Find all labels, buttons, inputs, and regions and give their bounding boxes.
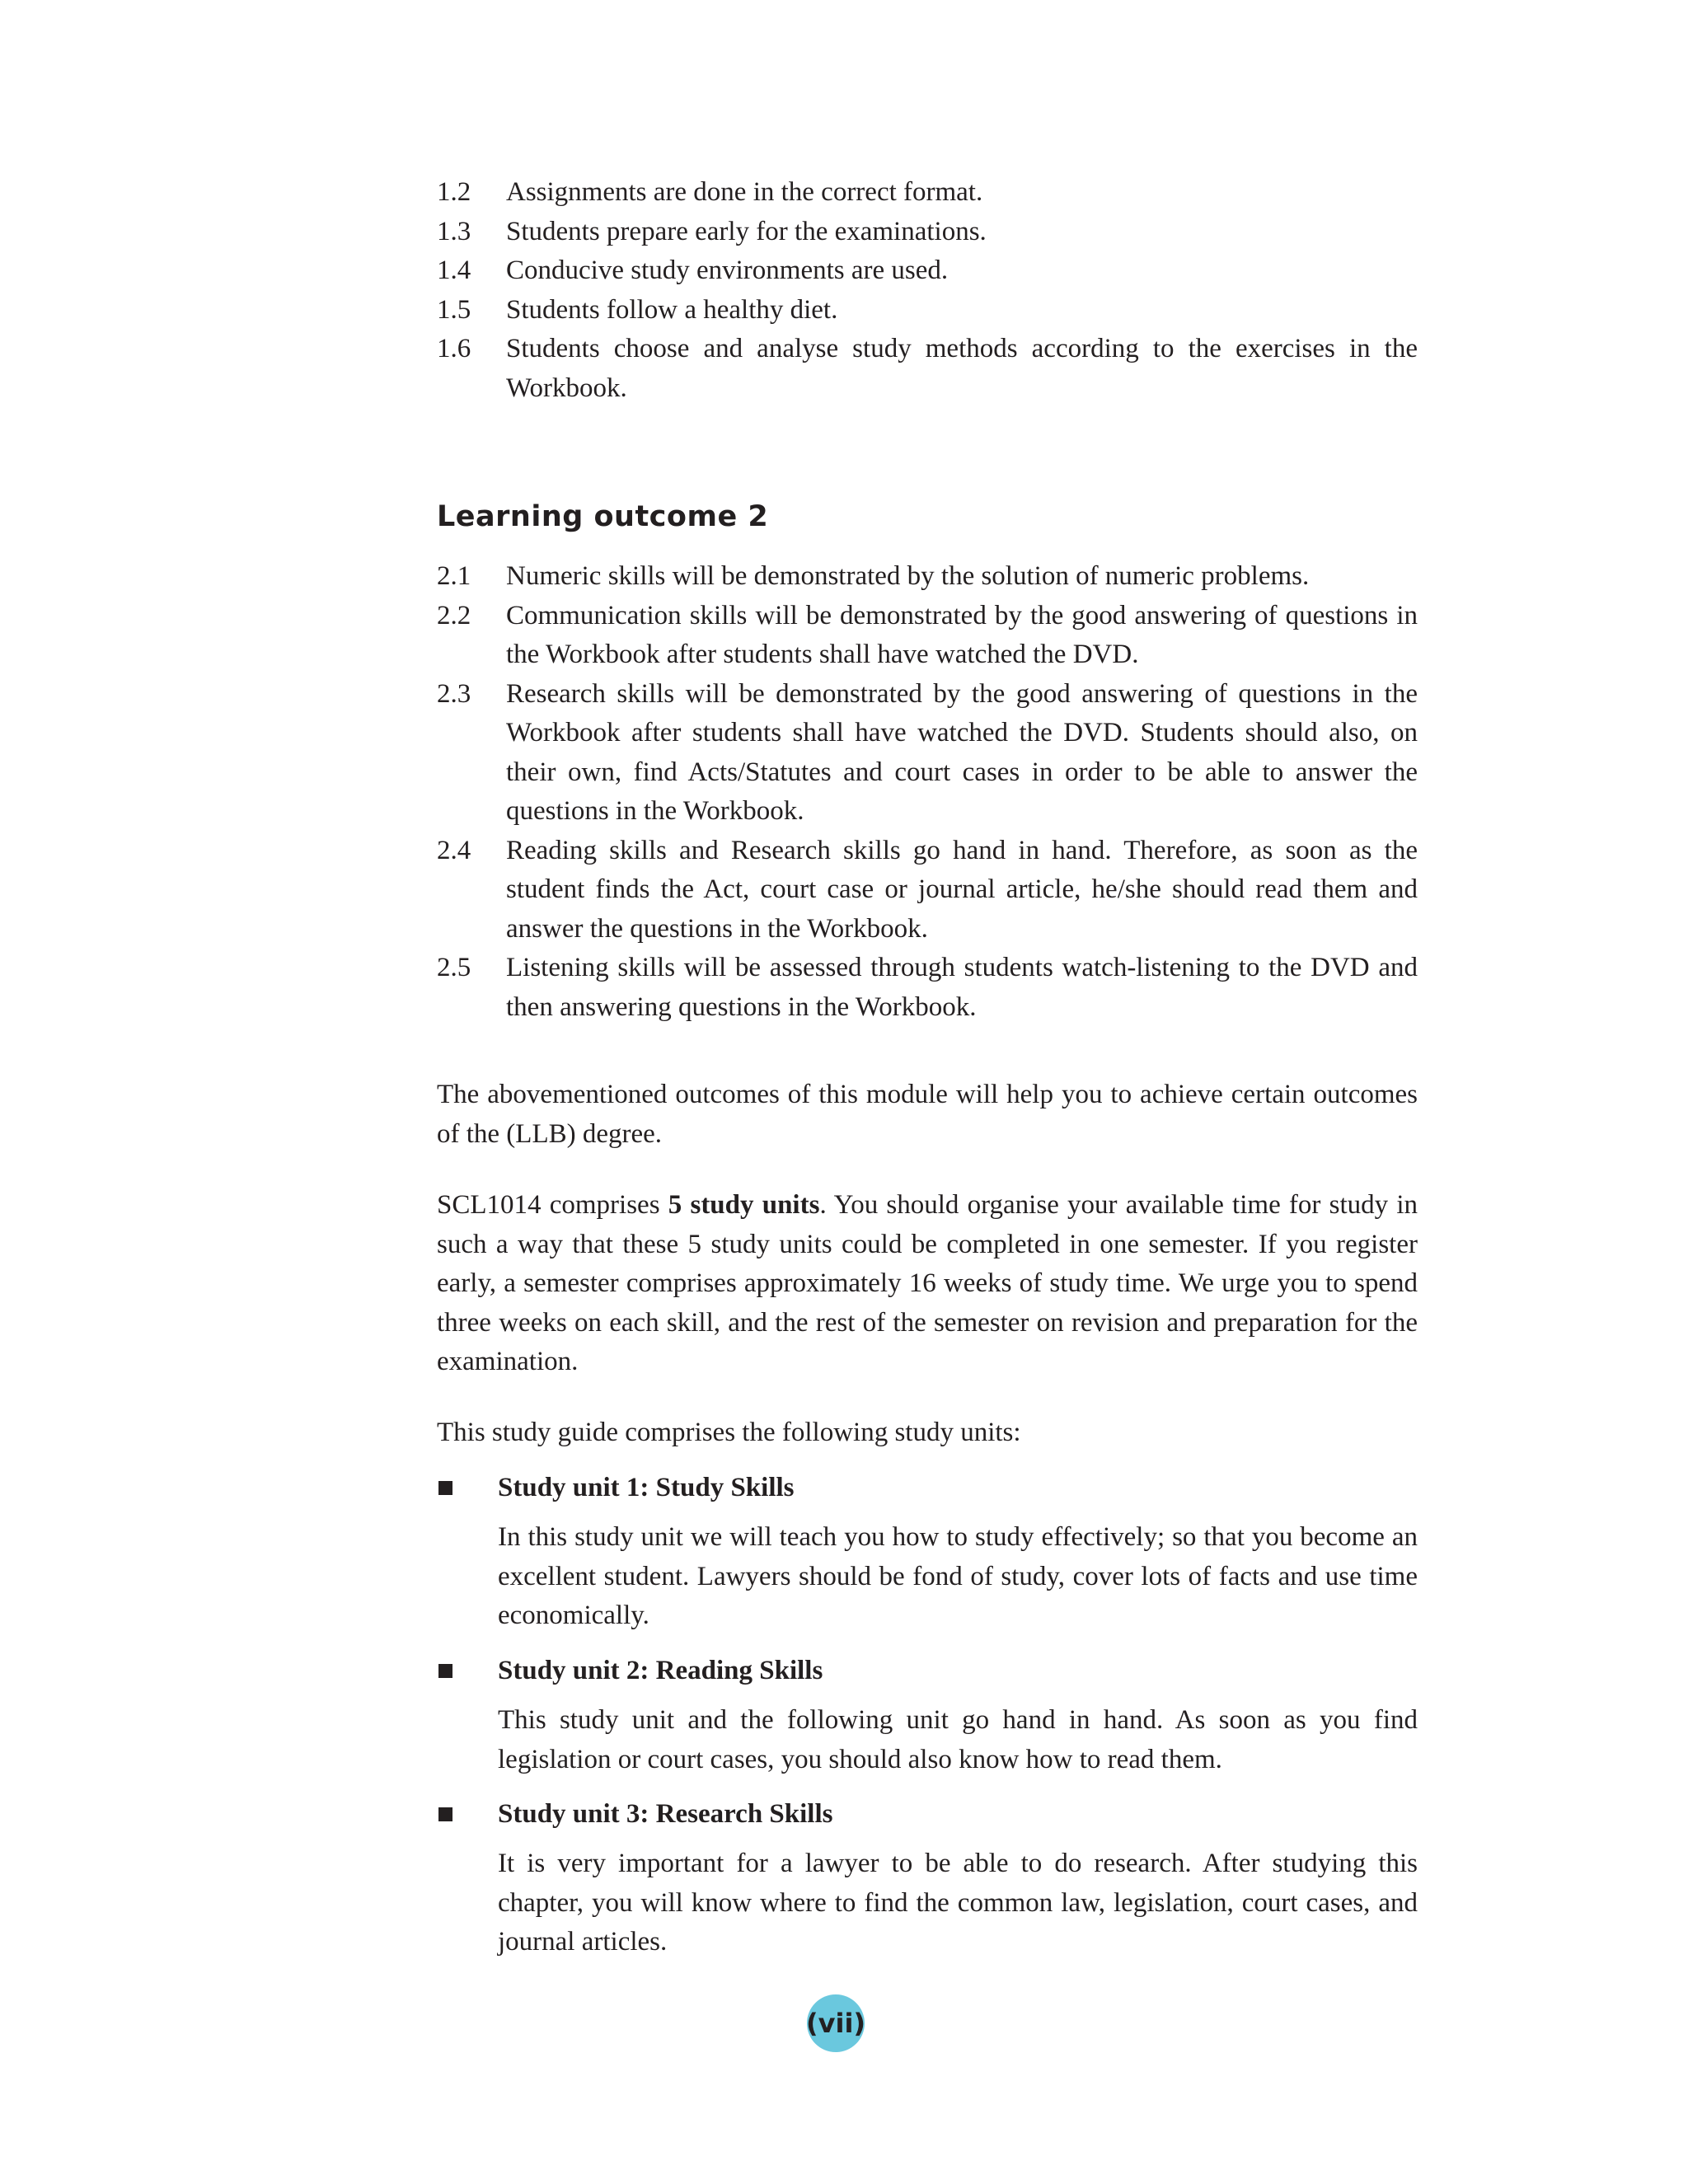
list-item: [437, 675, 1418, 832]
list-item: [437, 330, 1418, 408]
study-unit-description: In this study unit we will teach you how to study effectively; so that you become an excellent student. Lawyers should be fond of study, cover lots of facts and use time economically.: [498, 1522, 1418, 1630]
list-item: [437, 251, 1418, 291]
item-text: Communication skills will be demonstrated by the good answering of questions in the Workbook after students shall have watched the DVD.: [506, 600, 1418, 669]
study-unit-title: Study unit 3: Research Skills: [498, 1799, 833, 1829]
outcome2-list: [437, 557, 1418, 1027]
item-number: 2.5: [437, 953, 471, 982]
list-item: [437, 291, 1418, 330]
outcomes-paragraph: The abovementioned outcomes of this module will help you to achieve certain outcomes of the (LLB) degree.: [437, 1080, 1418, 1149]
list-item: [437, 832, 1418, 949]
item-number: 1.4: [437, 255, 471, 285]
study-unit-description: It is very important for a lawyer to be able to do research. After studying this chapter, you will know where to find the common law, legislation, court cases, and journal articles.: [498, 1849, 1418, 1957]
square-bullet-icon: [438, 1481, 452, 1495]
study-unit-description: This study unit and the following unit go hand in hand. As soon as you find legislation or court cases, you should also know how to read them.: [498, 1705, 1418, 1774]
item-number: 2.2: [437, 600, 471, 630]
section-heading: Learning outcome 2: [437, 500, 769, 533]
item-number: 2.1: [437, 561, 471, 591]
item-text: Research skills will be demonstrated by the good answering of questions in the Workbook after students shall have watched the DVD. Students should also, on their own, find Acts/Statutes and court cases in order to be able to answer the questions in the Workbook.: [506, 678, 1418, 826]
item-number: 1.3: [437, 216, 471, 246]
item-number: 1.2: [437, 177, 471, 207]
square-bullet-icon: [438, 1664, 452, 1678]
item-number: 2.3: [437, 678, 471, 709]
list-item: [437, 949, 1418, 1027]
item-number: 2.4: [437, 835, 471, 865]
square-bullet-icon: [438, 1807, 452, 1821]
item-text: Students follow a healthy diet.: [506, 294, 838, 325]
paragraph-text: SCL1014 comprises: [437, 1190, 668, 1220]
study-unit-title: Study unit 2: Reading Skills: [498, 1656, 823, 1685]
study-units-paragraph: [437, 1186, 1418, 1382]
study-units-count: 5 study units: [668, 1190, 820, 1220]
item-text: Reading skills and Research skills go hand in hand. Therefore, as soon as the student finds the Act, court case or journal article, he/she should read them and answer the questions in the Workbook.: [506, 835, 1418, 944]
item-text: Assignments are done in the correct format.: [506, 177, 983, 207]
paragraph-text: . You should organise your available time for study in such a way that these 5 study units could be completed in one semester. If you register early, a semester comprises approximately 16 weeks of study time. We urge you to spend three weeks on each skill, and the rest of the semester on revision and preparation for the examination.: [437, 1190, 1418, 1376]
list-item: [437, 557, 1418, 597]
item-text: Numeric skills will be demonstrated by the solution of numeric problems.: [506, 561, 1310, 591]
item-number: 1.5: [437, 294, 471, 325]
list-item: [437, 597, 1418, 675]
item-text: Conducive study environments are used.: [506, 255, 949, 285]
page-number: (vii): [807, 1994, 865, 2052]
item-text: Students choose and analyse study methods according to the exercises in the Workbook.: [506, 334, 1418, 403]
item-number: 1.6: [437, 334, 471, 363]
list-item: [437, 173, 1418, 213]
guide-intro-paragraph: This study guide comprises the following study units:: [437, 1418, 1021, 1447]
item-text: Students prepare early for the examinations.: [506, 216, 987, 246]
outcome1-list: [437, 173, 1418, 408]
list-item: [437, 213, 1418, 252]
item-text: Listening skills will be assessed through students watch-listening to the DVD and then answering questions in the Workbook.: [506, 953, 1418, 1022]
study-unit-title: Study unit 1: Study Skills: [498, 1473, 795, 1502]
